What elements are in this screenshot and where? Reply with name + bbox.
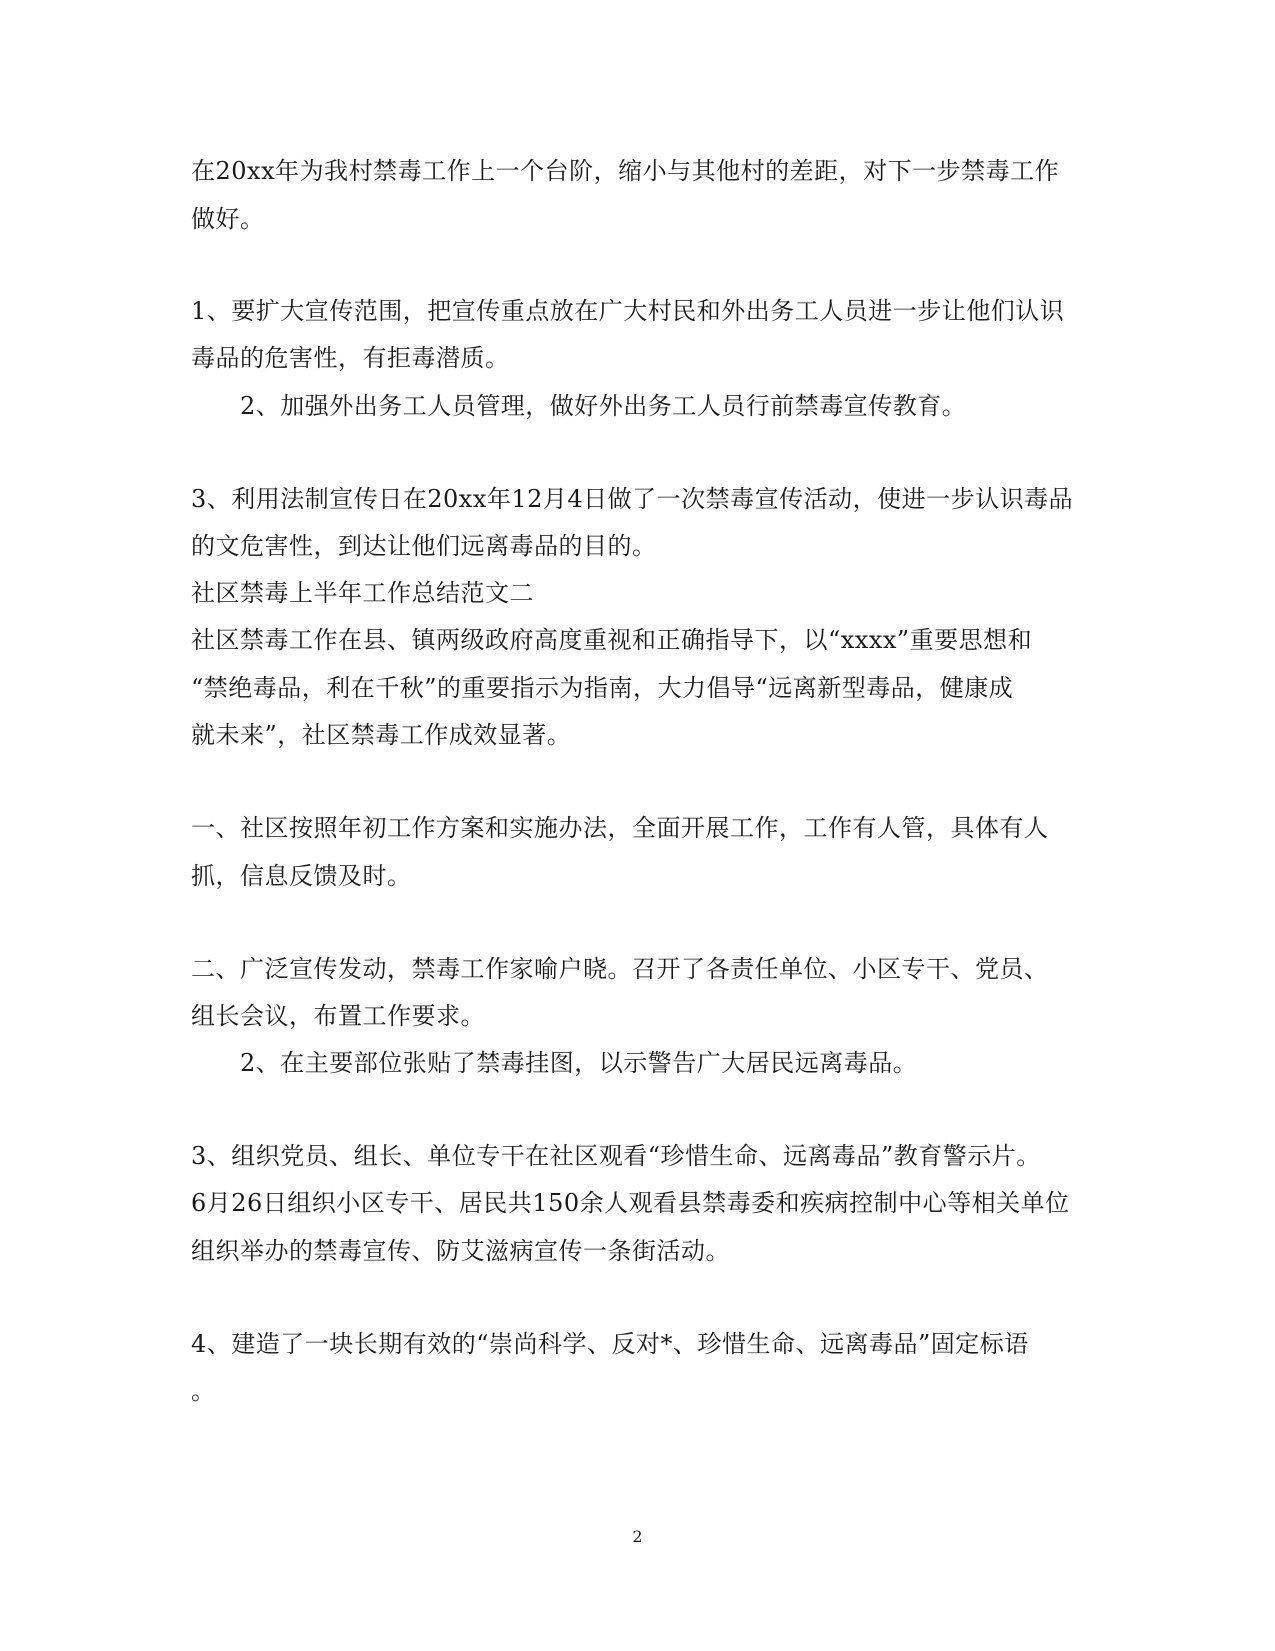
text-line: 2、加强外出务工人员管理，做好外出务工人员行前禁毒宣传教育。: [240, 392, 967, 420]
text-line: 3、利用法制宣传日在20xx年12月4日做了一次禁毒宣传活动，使进一步认识毒品: [191, 485, 1074, 513]
text-line: “禁绝毒品，利在千秋”的重要指示为指南，大力倡导“远离新型毒品，健康成: [191, 674, 1014, 702]
text-line: 1、要扩大宣传范围，把宣传重点放在广大村民和外出务工人员进一步让他们认识: [191, 297, 1065, 325]
text-line: 6月26日组织小区专干、居民共150余人观看县禁毒委和疾病控制中心等相关单位: [191, 1189, 1070, 1217]
text-line: 做好。: [191, 205, 265, 233]
text-line: 组织举办的禁毒宣传、防艾滋病宣传一条街活动。: [191, 1237, 730, 1265]
text-line: 抓，信息反馈及时。: [191, 862, 412, 890]
section-heading: 社区禁毒上半年工作总结范文二: [191, 579, 534, 607]
text-line: 二、广泛宣传发动，禁毒工作家喻户晓。召开了各责任单位、小区专干、党员、: [191, 955, 1049, 983]
text-line: 就未来”，社区禁毒工作成效显著。: [191, 721, 572, 749]
text-line: 毒品的危害性，有拒毒潜质。: [191, 344, 510, 372]
text-line: 3、组织党员、组长、单位专干在社区观看“珍惜生命、远离毒品”教育警示片。: [191, 1142, 1041, 1170]
page-number: 2: [632, 1527, 643, 1546]
text-line: 4、建造了一块长期有效的“崇尚科学、反对*、珍惜生命、远离毒品”固定标语: [191, 1330, 1029, 1358]
text-line: 的文危害性，到达让他们远离毒品的目的。: [191, 532, 657, 560]
text-line: 一、社区按照年初工作方案和实施办法，全面开展工作，工作有人管，具体有人: [191, 814, 1049, 842]
text-line: 。: [191, 1377, 216, 1405]
text-line: 社区禁毒工作在县、镇两级政府高度重视和正确指导下，以“xxxx”重要思想和: [191, 626, 1033, 654]
text-line: 在20xx年为我村禁毒工作上一个台阶，缩小与其他村的差距，对下一步禁毒工作: [191, 157, 1060, 185]
text-line: 组长会议，布置工作要求。: [191, 1002, 485, 1030]
text-line: 2、在主要部位张贴了禁毒挂图，以示警告广大居民远离毒品。: [240, 1049, 918, 1077]
